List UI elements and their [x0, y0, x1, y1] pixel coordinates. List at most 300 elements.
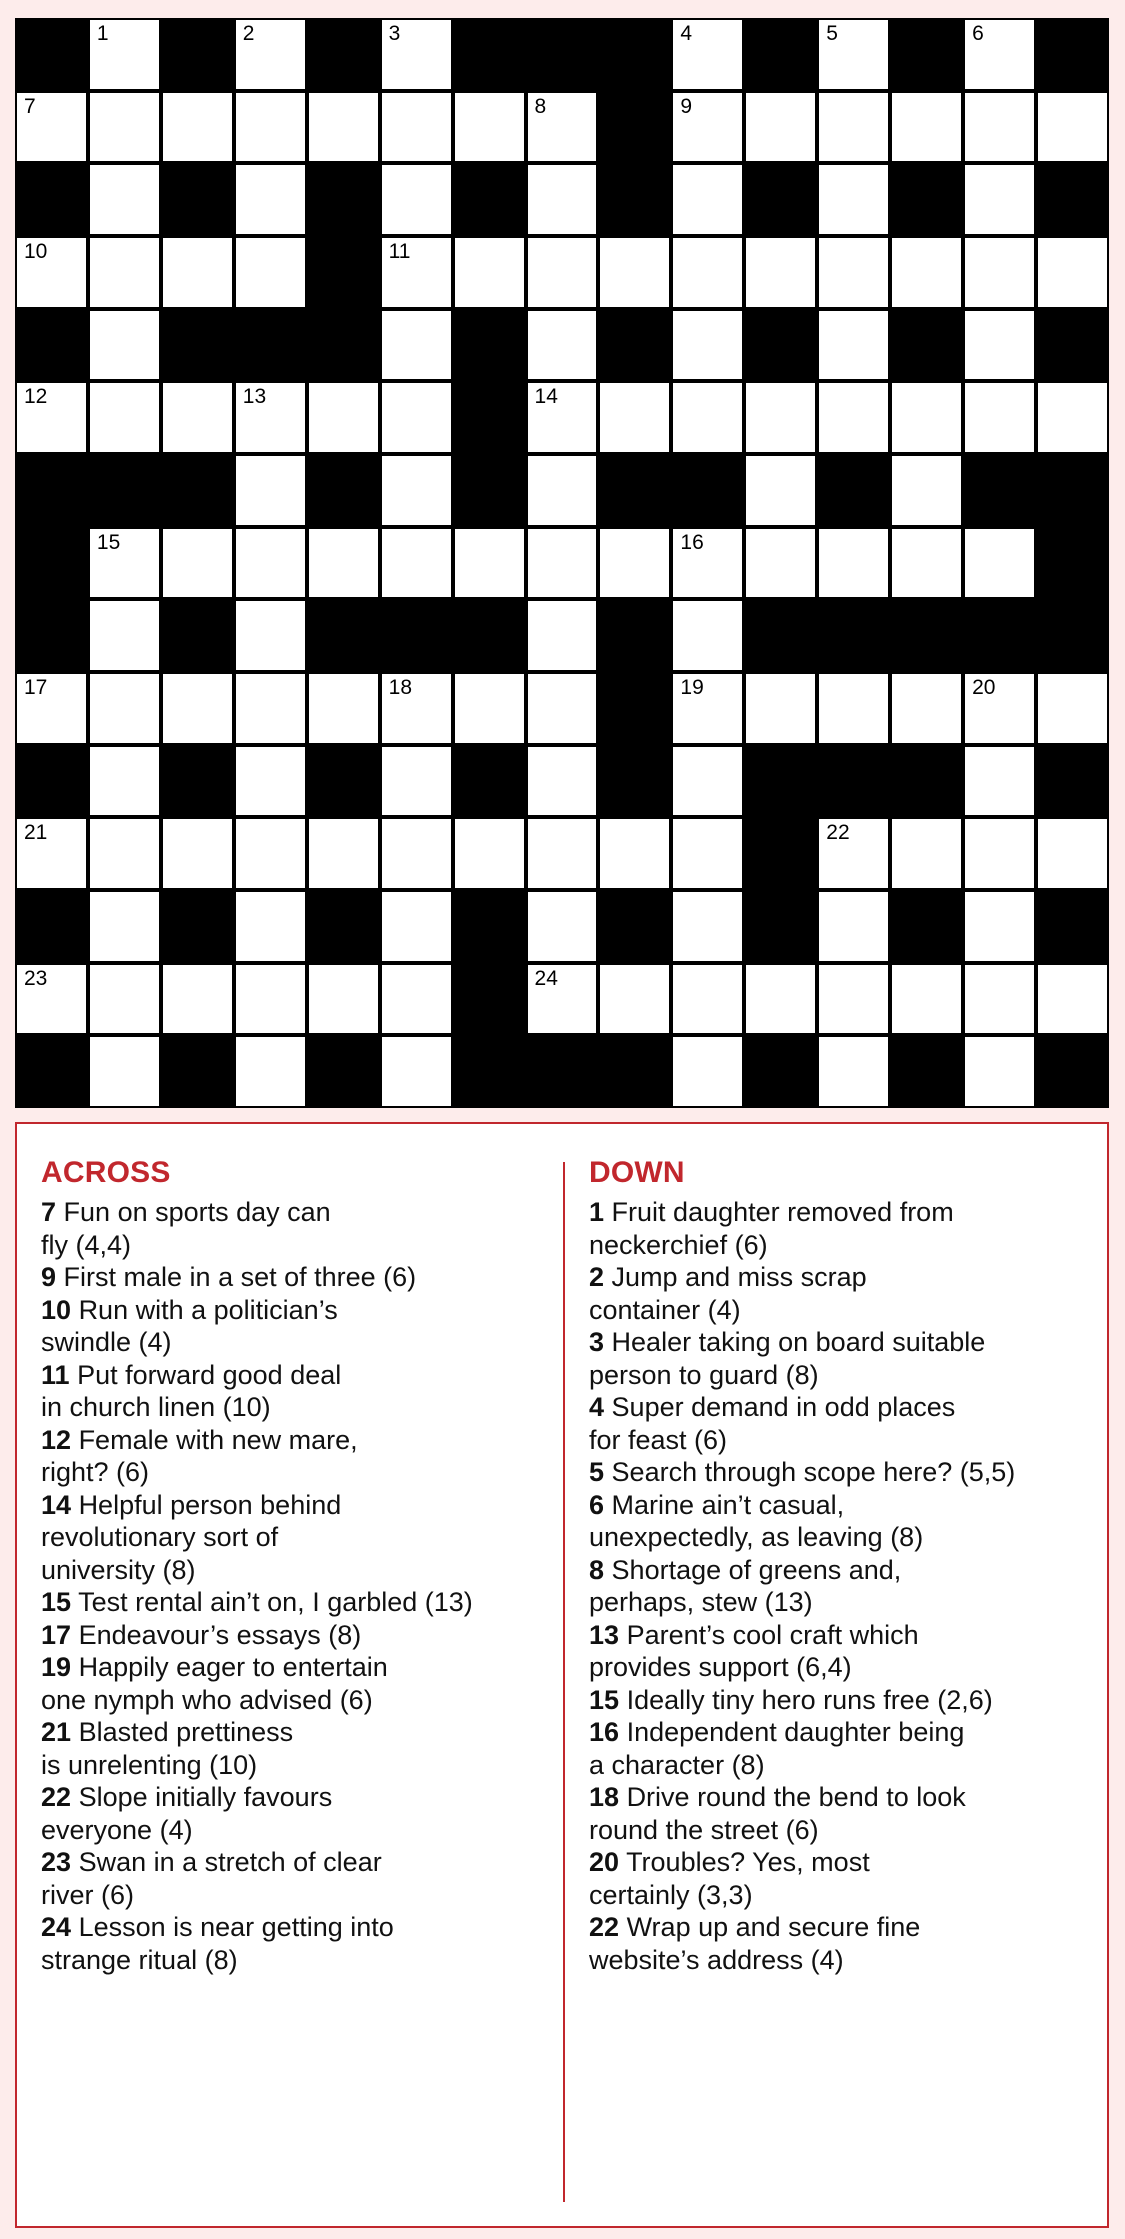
clue-text: Wrap up and secure fine — [626, 1912, 921, 1942]
clue-first-line — [41, 1846, 551, 1879]
grid-cell[interactable] — [17, 965, 86, 1034]
grid-cell[interactable] — [382, 238, 451, 307]
down-clue[interactable] — [589, 1489, 1094, 1554]
grid-cell[interactable] — [673, 1037, 742, 1106]
grid-cell[interactable] — [382, 93, 451, 162]
clue-number-label: 14 — [534, 385, 558, 409]
grid-cell[interactable] — [892, 456, 961, 525]
grid-cell[interactable] — [600, 965, 669, 1034]
clue-text: website’s address (4) — [589, 1944, 844, 1975]
across-clue[interactable] — [41, 1424, 551, 1489]
grid-cell[interactable] — [236, 20, 305, 89]
clue-first-line — [589, 1684, 1094, 1717]
clue-first-line — [41, 1261, 551, 1294]
clue-text: revolutionary sort of — [41, 1522, 279, 1552]
grid-cell[interactable] — [819, 892, 888, 961]
grid-cell[interactable] — [673, 383, 742, 452]
clue-text: one nymph who advised (6) — [41, 1684, 373, 1715]
clue-text: swindle (4) — [41, 1327, 172, 1357]
clue-number: 15 — [589, 1684, 620, 1715]
grid-cell[interactable] — [528, 238, 597, 307]
clue-first-line — [41, 1781, 551, 1814]
grid-cell[interactable] — [236, 892, 305, 961]
clue-number-label: 23 — [24, 966, 48, 990]
grid-cell[interactable] — [819, 1037, 888, 1106]
clue-text: Troubles? Yes, most — [626, 1847, 870, 1877]
grid-cell[interactable] — [90, 311, 159, 380]
clue-text: Helpful person behind — [78, 1489, 342, 1520]
clue-text: provides support (6,4) — [589, 1652, 852, 1682]
across-clue-list — [41, 1196, 551, 1976]
grid-cell[interactable] — [382, 965, 451, 1034]
grid-cell[interactable] — [965, 93, 1034, 162]
grid-cell[interactable] — [965, 965, 1034, 1034]
clue-number: 9 — [41, 1262, 57, 1292]
clue-text: Lesson is near getting into — [78, 1912, 394, 1942]
clue-text: Swan in a stretch of clear — [78, 1847, 382, 1877]
clue-number: 7 — [41, 1197, 57, 1227]
grid-cell[interactable] — [17, 93, 86, 162]
clue-text: everyone (4) — [41, 1814, 193, 1845]
clue-text: right? (6) — [41, 1457, 150, 1487]
grid-cell[interactable] — [1038, 238, 1107, 307]
clue-text: certainly (3,3) — [589, 1879, 753, 1910]
across-clue[interactable] — [41, 1196, 551, 1261]
clue-text: strange ritual (8) — [41, 1944, 238, 1975]
clue-number-label: 19 — [680, 676, 704, 699]
clue-text: Drive round the bend to look — [626, 1782, 966, 1812]
grid-cell[interactable] — [892, 965, 961, 1034]
clue-number-label: 4 — [680, 22, 693, 45]
grid-cell[interactable] — [528, 383, 597, 452]
grid-cell[interactable] — [965, 238, 1034, 307]
grid-cell[interactable] — [746, 965, 815, 1034]
clue-text: Blasted prettiness — [78, 1717, 294, 1747]
clue-number: 1 — [589, 1197, 605, 1227]
grid-cell[interactable] — [382, 892, 451, 961]
grid-cell[interactable] — [455, 238, 524, 307]
clue-first-line — [589, 1554, 1094, 1587]
grid-cell[interactable] — [600, 383, 669, 452]
clue-number: 5 — [589, 1457, 605, 1487]
across-clue[interactable] — [41, 1716, 551, 1781]
clue-text: Put forward good deal — [77, 1359, 342, 1390]
grid-cell[interactable] — [746, 529, 815, 598]
clue-text: a character (8) — [589, 1749, 765, 1780]
grid-cell[interactable] — [90, 965, 159, 1034]
across-clue[interactable] — [41, 1911, 551, 1976]
down-clue-list — [589, 1196, 1094, 1976]
grid-cell[interactable] — [528, 965, 597, 1034]
grid-cell[interactable] — [382, 456, 451, 525]
clue-first-line — [41, 1196, 551, 1229]
grid-cell[interactable] — [819, 674, 888, 743]
grid-cell[interactable] — [1038, 674, 1107, 743]
clue-number: 24 — [41, 1912, 72, 1942]
crossword-grid — [15, 18, 1109, 1108]
clue-number-label: 9 — [680, 94, 693, 118]
grid-cell[interactable] — [309, 93, 378, 162]
clue-text: fly (4,4) — [41, 1229, 132, 1260]
clue-number-label: 5 — [826, 22, 838, 45]
grid-cell[interactable] — [236, 674, 305, 743]
grid-cell[interactable] — [236, 965, 305, 1034]
grid-cell[interactable] — [528, 456, 597, 525]
grid-cell[interactable] — [965, 674, 1034, 743]
clue-first-line — [41, 1359, 551, 1392]
across-clue[interactable] — [41, 1619, 551, 1652]
grid-cell[interactable] — [90, 601, 159, 670]
clue-number: 17 — [41, 1619, 72, 1650]
clue-first-line — [41, 1586, 551, 1619]
grid-cell[interactable] — [673, 892, 742, 961]
clue-number: 11 — [41, 1359, 70, 1390]
grid-cell[interactable] — [746, 456, 815, 525]
clue-number-label: 22 — [826, 821, 850, 845]
down-clue[interactable] — [589, 1846, 1094, 1911]
clue-number-label: 20 — [972, 676, 996, 699]
grid-cell[interactable] — [17, 674, 86, 743]
grid-cell[interactable] — [236, 165, 305, 234]
grid-cell[interactable] — [163, 238, 232, 307]
grid-cell[interactable] — [163, 529, 232, 598]
clue-number-label: 11 — [388, 240, 411, 263]
grid-cell[interactable] — [673, 601, 742, 670]
grid-cell[interactable] — [892, 819, 961, 888]
clue-first-line — [41, 1489, 551, 1522]
clue-text: river (6) — [41, 1879, 134, 1910]
grid-cell[interactable] — [673, 238, 742, 307]
grid-cell[interactable] — [965, 165, 1034, 234]
clue-text: Endeavour’s essays (8) — [78, 1619, 362, 1650]
clue-first-line — [41, 1651, 551, 1684]
clue-number-label: 15 — [96, 530, 121, 554]
clue-number-label: 2 — [242, 22, 255, 45]
grid-cell[interactable] — [528, 674, 597, 743]
clue-number-label: 17 — [24, 676, 48, 699]
clue-text: Test rental ain’t on, I garbled (13) — [78, 1587, 473, 1617]
grid-cell[interactable] — [673, 819, 742, 888]
clue-panel — [15, 1122, 1109, 2228]
grid-cell[interactable] — [965, 20, 1034, 89]
clue-text: Happily eager to entertain — [78, 1652, 388, 1682]
down-clue[interactable] — [589, 1781, 1094, 1846]
grid-cell[interactable] — [1038, 819, 1107, 888]
across-clue[interactable] — [41, 1846, 551, 1911]
grid-cell[interactable] — [673, 674, 742, 743]
clue-first-line — [589, 1456, 1094, 1489]
grid-cell[interactable] — [455, 819, 524, 888]
across-clue[interactable] — [41, 1489, 551, 1587]
clue-number: 20 — [589, 1847, 620, 1877]
grid-cell[interactable] — [1038, 383, 1107, 452]
clue-first-line — [589, 1846, 1094, 1879]
grid-cell[interactable] — [236, 747, 305, 816]
grid-cell[interactable] — [90, 383, 159, 452]
clue-text: unexpectedly, as leaving (8) — [589, 1522, 924, 1552]
clue-number: 22 — [589, 1912, 620, 1942]
clue-text: Shortage of greens and, — [611, 1554, 902, 1585]
grid-cell[interactable] — [892, 93, 961, 162]
down-clue[interactable] — [589, 1716, 1094, 1781]
grid-cell[interactable] — [819, 819, 888, 888]
clue-text: Independent daughter being — [626, 1717, 965, 1747]
clue-first-line — [589, 1911, 1094, 1944]
grid-cell[interactable] — [965, 529, 1034, 598]
grid-cell[interactable] — [528, 892, 597, 961]
grid-cell[interactable] — [819, 93, 888, 162]
grid-cell[interactable] — [382, 20, 451, 89]
down-heading: DOWN — [589, 1156, 685, 1189]
across-heading: ACROSS — [41, 1156, 171, 1189]
clue-text: Search through scope here? (5,5) — [611, 1457, 1016, 1487]
clue-first-line — [41, 1716, 551, 1749]
grid-cell[interactable] — [1038, 965, 1107, 1034]
grid-cell[interactable] — [746, 674, 815, 743]
across-column — [41, 1156, 551, 1976]
clue-first-line — [589, 1326, 1094, 1359]
grid-cell[interactable] — [819, 965, 888, 1034]
grid-cell[interactable] — [382, 165, 451, 234]
clue-number: 3 — [589, 1327, 605, 1357]
clue-text: Slope initially favours — [78, 1782, 333, 1812]
across-clue[interactable] — [41, 1294, 551, 1359]
grid-cell[interactable] — [528, 93, 597, 162]
grid-cell[interactable] — [309, 674, 378, 743]
grid-cell[interactable] — [819, 238, 888, 307]
down-clue[interactable] — [589, 1456, 1094, 1489]
clue-first-line — [41, 1424, 551, 1457]
grid-cell[interactable] — [382, 1037, 451, 1106]
clue-number: 6 — [589, 1489, 605, 1520]
clue-text: Fun on sports day can — [63, 1197, 331, 1227]
clue-number-label: 7 — [24, 94, 36, 118]
clue-text: Healer taking on board suitable — [611, 1327, 986, 1357]
clue-first-line — [589, 1196, 1094, 1229]
clue-number-label: 10 — [24, 240, 48, 263]
grid-cell[interactable] — [455, 93, 524, 162]
down-clue[interactable] — [589, 1911, 1094, 1976]
clue-first-line — [41, 1619, 551, 1652]
clue-number: 21 — [41, 1717, 72, 1747]
clue-number: 14 — [41, 1489, 72, 1520]
grid-cell[interactable] — [528, 601, 597, 670]
clue-text: person to guard (8) — [589, 1359, 819, 1390]
clue-text: container (4) — [589, 1294, 741, 1325]
clue-first-line — [41, 1911, 551, 1944]
clue-text: Fruit daughter removed from — [611, 1197, 954, 1227]
grid-cell[interactable] — [528, 819, 597, 888]
grid-cell[interactable] — [309, 529, 378, 598]
grid-cell[interactable] — [17, 819, 86, 888]
grid-cell[interactable] — [163, 674, 232, 743]
grid-cell[interactable] — [236, 238, 305, 307]
down-clue[interactable] — [589, 1196, 1094, 1261]
grid-cell[interactable] — [236, 456, 305, 525]
clue-text: First male in a set of three (6) — [63, 1262, 417, 1292]
clue-number: 12 — [41, 1424, 72, 1455]
clue-text: Marine ain’t casual, — [611, 1489, 845, 1520]
grid-cell[interactable] — [673, 311, 742, 380]
grid-cell[interactable] — [90, 1037, 159, 1106]
grid-cell[interactable] — [819, 165, 888, 234]
grid-cell[interactable] — [819, 20, 888, 89]
grid-cell[interactable] — [673, 93, 742, 162]
clue-first-line — [589, 1781, 1094, 1814]
grid-cell[interactable] — [382, 674, 451, 743]
clue-number-label: 8 — [534, 94, 547, 118]
grid-cell[interactable] — [90, 165, 159, 234]
clue-text: perhaps, stew (13) — [589, 1587, 813, 1617]
grid-cell[interactable] — [528, 529, 597, 598]
clue-number: 2 — [589, 1262, 605, 1292]
grid-cell[interactable] — [17, 383, 86, 452]
clue-number: 4 — [589, 1392, 605, 1422]
grid-cell[interactable] — [965, 311, 1034, 380]
across-clue[interactable] — [41, 1586, 551, 1619]
across-clue[interactable] — [41, 1781, 551, 1846]
clue-number-label: 21 — [24, 821, 48, 845]
clue-text: Parent’s cool craft which — [626, 1619, 919, 1650]
down-column — [589, 1156, 1094, 1976]
clue-number: 19 — [41, 1652, 72, 1682]
column-divider — [563, 1162, 565, 2202]
grid-cell[interactable] — [382, 819, 451, 888]
grid-cell[interactable] — [90, 747, 159, 816]
grid-cell[interactable] — [90, 892, 159, 961]
grid-cell[interactable] — [236, 819, 305, 888]
grid-cell[interactable] — [892, 383, 961, 452]
grid-cell[interactable] — [236, 529, 305, 598]
grid-cell[interactable] — [236, 1037, 305, 1106]
clue-text: Jump and miss scrap — [611, 1262, 867, 1292]
clue-text: Run with a politician’s — [78, 1294, 338, 1325]
grid-cell[interactable] — [309, 383, 378, 452]
clue-number: 10 — [41, 1294, 72, 1325]
grid-cell[interactable] — [382, 383, 451, 452]
grid-cell[interactable] — [965, 747, 1034, 816]
clue-number-label: 18 — [388, 676, 413, 699]
clue-first-line — [41, 1294, 551, 1327]
grid-cell[interactable] — [819, 529, 888, 598]
grid-cell[interactable] — [309, 965, 378, 1034]
grid-cell[interactable] — [236, 601, 305, 670]
grid-cell[interactable] — [746, 383, 815, 452]
clue-number-label: 12 — [24, 385, 48, 409]
down-clue[interactable] — [589, 1619, 1094, 1684]
clue-number: 18 — [589, 1782, 620, 1812]
clue-number: 16 — [589, 1717, 620, 1747]
grid-cell[interactable] — [892, 674, 961, 743]
grid-cell[interactable] — [819, 383, 888, 452]
down-clue[interactable] — [589, 1326, 1094, 1391]
clue-number: 23 — [41, 1847, 72, 1877]
clue-number-label: 1 — [96, 22, 109, 45]
grid-cell[interactable] — [163, 819, 232, 888]
grid-cell[interactable] — [892, 238, 961, 307]
grid-cell[interactable] — [455, 529, 524, 598]
grid-cell[interactable] — [163, 383, 232, 452]
clue-first-line — [589, 1261, 1094, 1294]
clue-number-label: 13 — [242, 385, 267, 409]
clue-first-line — [589, 1391, 1094, 1424]
grid-cell[interactable] — [1038, 93, 1107, 162]
clue-text: Super demand in odd places — [611, 1392, 956, 1422]
grid-cell[interactable] — [819, 311, 888, 380]
clue-number-label: 6 — [972, 22, 984, 45]
grid-cell[interactable] — [382, 747, 451, 816]
grid-cell[interactable] — [90, 819, 159, 888]
clue-first-line — [589, 1619, 1094, 1652]
clue-number-label: 3 — [388, 22, 401, 45]
grid-cell[interactable] — [90, 529, 159, 598]
grid-cell[interactable] — [528, 165, 597, 234]
grid-cell[interactable] — [600, 819, 669, 888]
grid-cell[interactable] — [965, 1037, 1034, 1106]
grid-cell[interactable] — [163, 965, 232, 1034]
across-clue[interactable] — [41, 1261, 551, 1294]
grid-cell[interactable] — [382, 529, 451, 598]
grid-cell[interactable] — [746, 238, 815, 307]
grid-cell[interactable] — [163, 93, 232, 162]
clue-number: 13 — [589, 1619, 620, 1650]
clue-number: 22 — [41, 1782, 72, 1812]
grid-cell[interactable] — [673, 747, 742, 816]
grid-cell[interactable] — [673, 529, 742, 598]
grid-cell[interactable] — [90, 238, 159, 307]
clue-number: 15 — [41, 1587, 72, 1617]
grid-cell[interactable] — [17, 238, 86, 307]
grid-cell[interactable] — [746, 93, 815, 162]
down-clue[interactable] — [589, 1554, 1094, 1619]
grid-cell[interactable] — [673, 965, 742, 1034]
clue-first-line — [589, 1716, 1094, 1749]
grid-cell[interactable] — [528, 311, 597, 380]
clue-text: round the street (6) — [589, 1814, 819, 1845]
grid-cell[interactable] — [90, 674, 159, 743]
clue-text: in church linen (10) — [41, 1392, 271, 1422]
across-clue[interactable] — [41, 1651, 551, 1716]
grid-cell[interactable] — [90, 93, 159, 162]
grid-cell[interactable] — [600, 238, 669, 307]
clue-text: Ideally tiny hero runs free (2,6) — [626, 1684, 993, 1715]
clue-number-label: 24 — [534, 966, 558, 990]
down-clue[interactable] — [589, 1261, 1094, 1326]
clue-first-line — [589, 1489, 1094, 1522]
grid-cell[interactable] — [90, 20, 159, 89]
down-clue[interactable] — [589, 1391, 1094, 1456]
grid-cell[interactable] — [528, 747, 597, 816]
grid-cell[interactable] — [965, 892, 1034, 961]
clue-number: 8 — [589, 1554, 605, 1585]
grid-cell[interactable] — [965, 819, 1034, 888]
grid-cell[interactable] — [892, 529, 961, 598]
clue-text: for feast (6) — [589, 1424, 728, 1455]
grid-cell[interactable] — [309, 819, 378, 888]
grid-cell[interactable] — [965, 383, 1034, 452]
clue-text: neckerchief (6) — [589, 1229, 768, 1260]
grid-cell[interactable] — [600, 529, 669, 598]
grid-cell[interactable] — [382, 311, 451, 380]
grid-cell[interactable] — [673, 20, 742, 89]
across-clue[interactable] — [41, 1359, 551, 1424]
grid-cell[interactable] — [455, 674, 524, 743]
down-clue[interactable] — [589, 1684, 1094, 1717]
grid-cell[interactable] — [673, 165, 742, 234]
grid-cell[interactable] — [236, 93, 305, 162]
clue-text: is unrelenting (10) — [41, 1749, 258, 1780]
grid-cell[interactable] — [236, 383, 305, 452]
